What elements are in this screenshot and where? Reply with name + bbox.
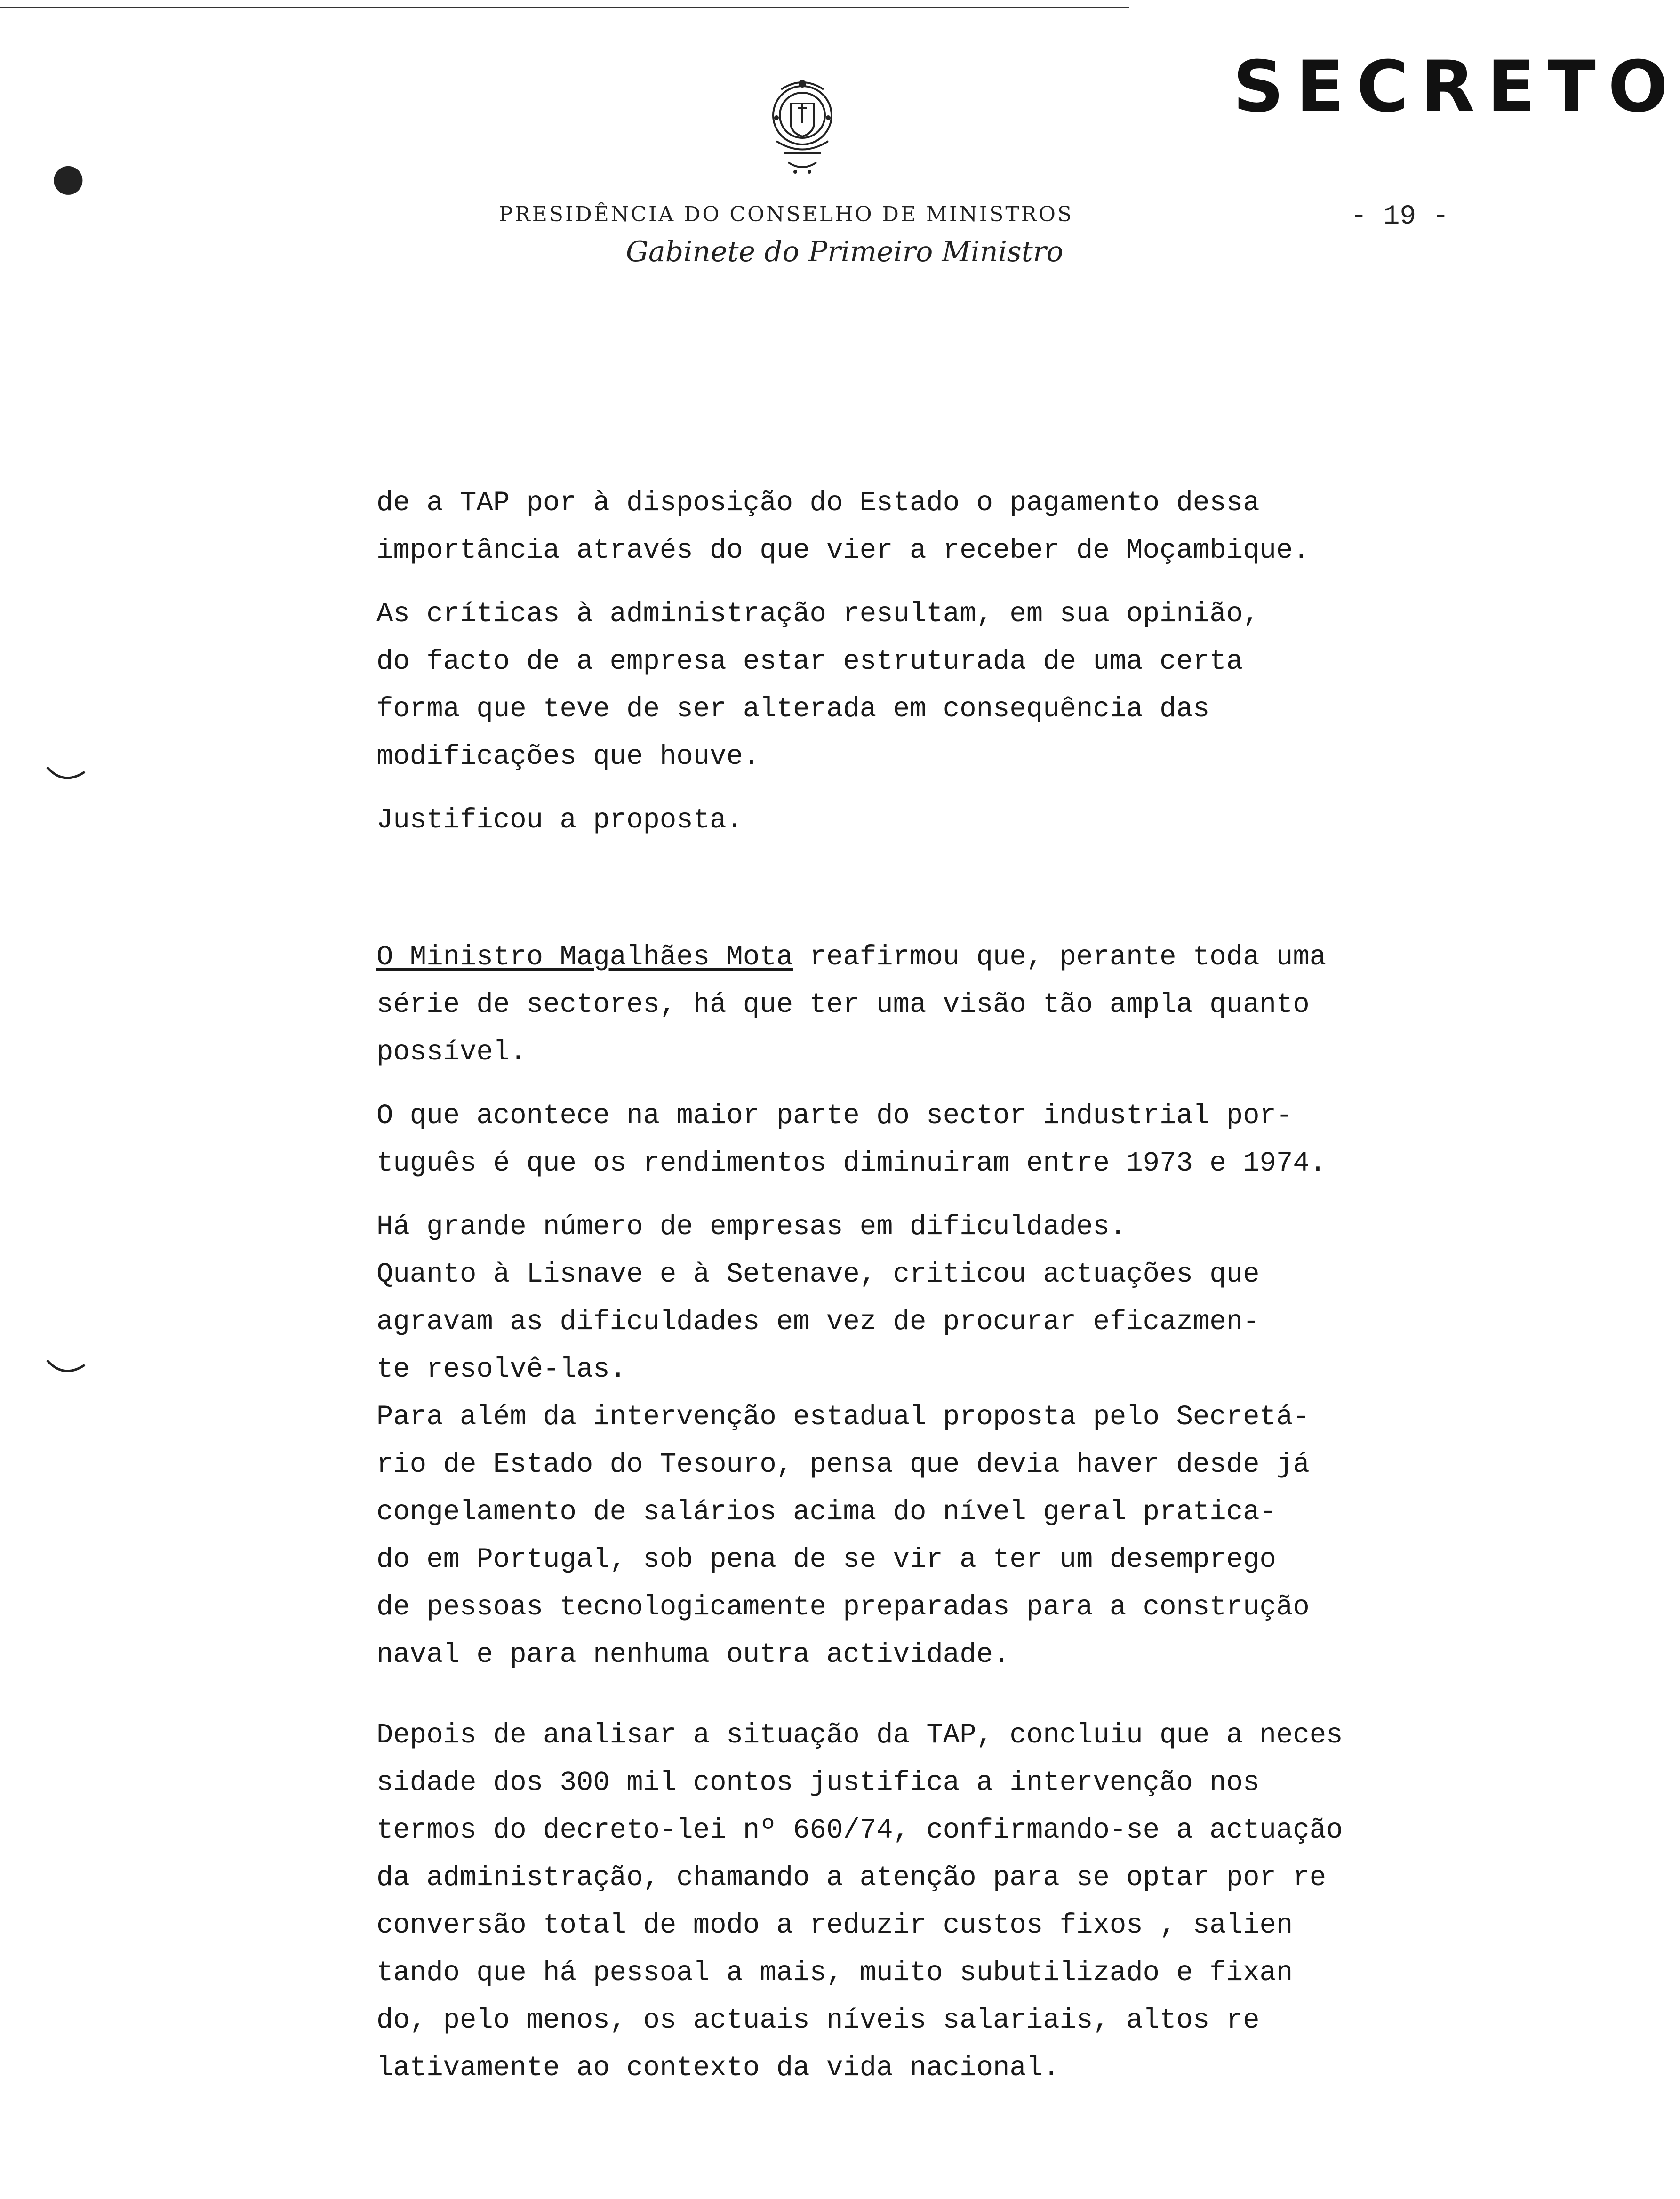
text-line: agravam as dificuldades em vez de procurar eficazmen-	[376, 1306, 1260, 1338]
text-line: te resolvê-las.	[376, 1354, 627, 1385]
text-line: conversão total de modo a reduzir custos fixos , salien	[376, 1910, 1293, 1941]
page-number: - 19 -	[1351, 201, 1449, 232]
text-line: congelamento de salários acima do nível geral pratica-	[376, 1496, 1276, 1528]
text-line: naval e para nenhuma outra actividade.	[376, 1639, 1010, 1670]
text-line: importância através do que vier a receber de Moçambique.	[376, 535, 1310, 566]
text-line: termos do decreto-lei nº 660/74, confirmando-se a actuação	[376, 1814, 1343, 1846]
text-line: lativamente ao contexto da vida nacional.	[376, 2052, 1060, 2084]
speaker-name: O Ministro Magalhães Mota	[376, 941, 793, 973]
secret-stamp: SECRETO	[1233, 46, 1680, 128]
text-line: sidade dos 300 mil contos justifica a intervenção nos	[376, 1767, 1260, 1798]
paragraph	[376, 1203, 1473, 1678]
text-line: forma que teve de ser alterada em consequência das	[376, 693, 1210, 725]
text-line: Depois de analisar a situação da TAP, concluiu que a neces	[376, 1719, 1343, 1751]
text-line: do facto de a empresa estar estruturada de uma certa	[376, 646, 1243, 677]
text-line: da administração, chamando a atenção para se optar por re	[376, 1862, 1327, 1894]
paragraph	[376, 479, 1473, 574]
text-line	[376, 933, 1473, 981]
text-line: modificações que houve.	[376, 741, 760, 772]
paragraph	[376, 933, 1473, 1076]
header-title: PRESIDÊNCIA DO CONSELHO DE MINISTROS	[499, 202, 1074, 226]
paragraph	[376, 796, 1473, 844]
text-line: Justificou a proposta.	[376, 804, 743, 836]
text-line: de pessoas tecnologicamente preparadas para a construção	[376, 1591, 1310, 1623]
text-line: série de sectores, há que ter uma visão tão ampla quanto	[376, 989, 1310, 1020]
header-subtitle: Gabinete do Primeiro Ministro	[626, 235, 1064, 268]
paragraph	[376, 1711, 1473, 2092]
text-line: do em Portugal, sob pena de se vir a ter um desemprego	[376, 1544, 1276, 1575]
top-rule	[0, 7, 1129, 8]
coat-of-arms-icon	[748, 71, 856, 184]
margin-mark	[45, 765, 87, 784]
text-line: do, pelo menos, os actuais níveis salariais, altos re	[376, 2005, 1260, 2036]
paragraph	[376, 590, 1473, 780]
text-line: tando que há pessoal a mais, muito subutilizado e fixan	[376, 1957, 1293, 1989]
text-line: possível.	[376, 1036, 527, 1068]
text-fragment: reafirmou que, perante toda uma	[793, 941, 1327, 973]
paragraph	[376, 1092, 1473, 1187]
text-line: Quanto à Lisnave e à Setenave, criticou actuações que	[376, 1259, 1260, 1290]
text-line: Há grande número de empresas em dificuldades.	[376, 1211, 1127, 1243]
text-line: de a TAP por à disposição do Estado o pagamento dessa	[376, 487, 1260, 519]
margin-mark	[45, 1358, 87, 1377]
text-line: Para além da intervenção estadual proposta pelo Secretá-	[376, 1401, 1310, 1433]
margin-mark: ●	[52, 155, 85, 199]
text-line: O que acontece na maior parte do sector industrial por-	[376, 1100, 1293, 1132]
text-line: As críticas à administração resultam, em sua opinião,	[376, 598, 1260, 630]
document-body	[376, 479, 1473, 2092]
text-line: rio de Estado do Tesouro, pensa que devia haver desde já	[376, 1449, 1310, 1480]
text-line: tuguês é que os rendimentos diminuiram entre 1973 e 1974.	[376, 1148, 1327, 1179]
